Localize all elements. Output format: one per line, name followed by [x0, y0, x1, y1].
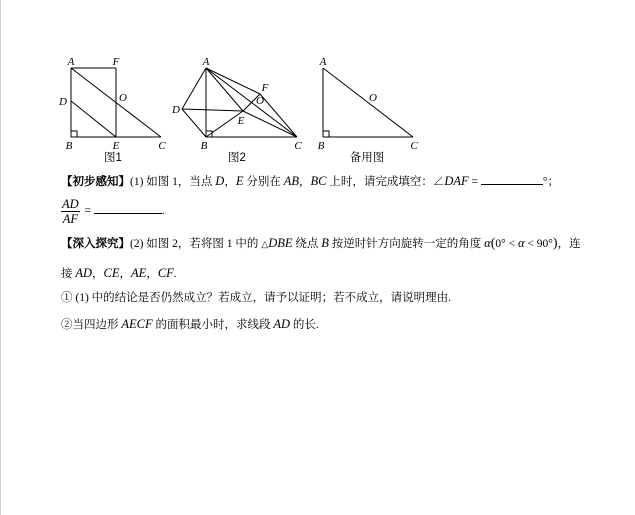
- text: 的长.: [290, 319, 319, 331]
- point-label-c: C: [158, 140, 166, 152]
- point-label-a: A: [319, 56, 327, 68]
- segment-de: [71, 101, 116, 137]
- angle-symbol: ∠: [432, 176, 445, 188]
- point-label-b: B: [317, 140, 325, 152]
- segment-cf: [260, 94, 297, 137]
- section-heading: 【初步感知】: [61, 176, 130, 188]
- paren: (: [490, 236, 496, 251]
- variable: AD: [75, 266, 93, 280]
- fraction: [61, 198, 80, 225]
- point-label-c: C: [294, 140, 302, 152]
- text: .: [161, 205, 165, 218]
- variable: B: [321, 236, 329, 250]
- text: 0° <: [495, 238, 518, 250]
- variable: CE: [103, 266, 120, 280]
- variable: AD: [273, 317, 291, 331]
- question-2-line-continued: [61, 265, 177, 282]
- point-label-f: F: [112, 56, 120, 68]
- figures-panel: [1, 0, 635, 170]
- point-label-b: B: [200, 140, 208, 152]
- point-label-a: A: [67, 56, 75, 68]
- text: 绕点: [292, 238, 322, 250]
- text: ②当四边形: [61, 319, 122, 331]
- variable: DBE: [268, 236, 293, 250]
- text: 分别在: [243, 176, 284, 188]
- point-label-d: D: [172, 104, 180, 116]
- sub-question-1: [61, 290, 451, 306]
- fraction-numerator: AD: [62, 197, 79, 211]
- point-label-f: F: [261, 82, 269, 94]
- figure-1: [58, 56, 166, 164]
- text: =: [81, 205, 94, 218]
- segment-db: [182, 109, 206, 137]
- text: ，: [92, 268, 104, 280]
- answer-blank: [481, 174, 543, 185]
- text: ，连: [557, 238, 581, 250]
- variable: AB: [283, 174, 299, 188]
- text: ① (1) 中的结论是否仍然成立？若成立，请予以证明；若不成立，请说明理由.: [61, 292, 452, 304]
- figure-caption: 图2: [228, 152, 246, 164]
- point-label-o: O: [119, 92, 127, 104]
- right-angle-mark: [71, 131, 77, 137]
- text: ，: [224, 176, 236, 188]
- paren: ): [552, 236, 558, 251]
- text: °；: [542, 176, 560, 188]
- point-label-o: O: [369, 92, 377, 104]
- fraction-denominator: AF: [62, 212, 78, 226]
- text: ，: [299, 176, 311, 188]
- text: 按逆时针方向旋转一定的角度: [328, 238, 485, 250]
- variable: DAF: [444, 174, 469, 188]
- sub-question-2: [61, 316, 319, 333]
- point-label-c: C: [410, 140, 418, 152]
- variable: D: [215, 174, 225, 188]
- figure-caption: 备用图: [349, 152, 385, 164]
- answer-blank: [94, 203, 162, 214]
- text: .: [173, 268, 177, 280]
- segment-ad: [182, 68, 206, 109]
- text: 接: [61, 268, 76, 280]
- section-heading: 【深入探究】: [61, 238, 130, 250]
- point-label-b: B: [65, 140, 73, 152]
- question-2-line: [61, 235, 581, 252]
- variable: CF: [157, 266, 174, 280]
- segment-ec: [243, 111, 297, 137]
- point-label-a: A: [202, 56, 210, 68]
- variable: AECF: [121, 317, 153, 331]
- point-label-e: E: [237, 115, 245, 127]
- segment-ae: [206, 68, 243, 111]
- variable: α: [518, 236, 525, 250]
- text: ，: [146, 268, 158, 280]
- text: (1) 如图 1，当点: [130, 176, 216, 188]
- segment-de: [182, 109, 243, 111]
- text: ，: [119, 268, 132, 280]
- figure-2: [171, 56, 302, 164]
- segment-ac: [323, 68, 413, 137]
- right-angle-mark: [323, 131, 329, 137]
- text: < 90°: [524, 238, 553, 250]
- text: (2) 如图 2，若将图 1 中的: [130, 238, 262, 250]
- variable: E: [235, 174, 244, 188]
- figure-caption: 图1: [104, 152, 122, 164]
- text: =: [468, 176, 481, 188]
- variable: BC: [310, 174, 327, 188]
- triangle-symbol: △: [261, 239, 269, 249]
- variable: AE: [131, 266, 147, 280]
- point-label-e: E: [112, 140, 120, 152]
- text: 的面积最小时，求线段: [152, 319, 274, 331]
- segment-af: [206, 68, 260, 94]
- question-1-line: [61, 173, 559, 190]
- figure-backup: [318, 56, 419, 164]
- question-1-fraction-line: [61, 198, 165, 225]
- text: 上时，请完成填空：: [326, 176, 433, 188]
- point-label-o: O: [256, 95, 264, 107]
- variable: α: [484, 236, 491, 250]
- point-label-d: D: [59, 96, 67, 108]
